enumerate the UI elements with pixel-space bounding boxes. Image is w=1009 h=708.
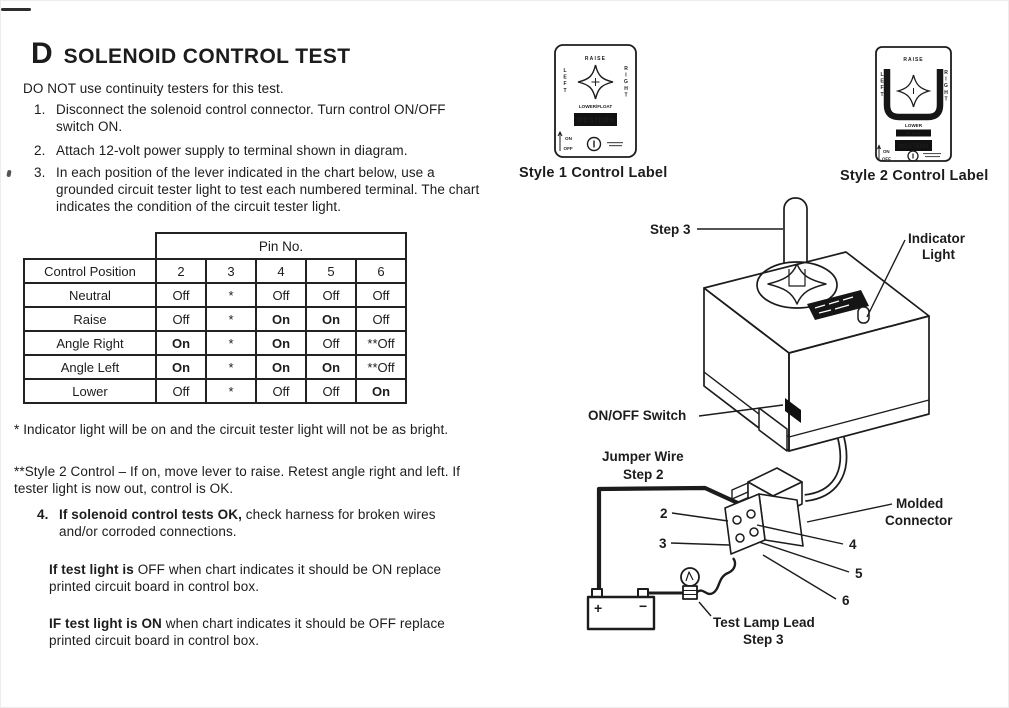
- box-base-seam: [704, 372, 929, 437]
- style2-control-label: [874, 45, 953, 163]
- footnote-indicator: * Indicator light will be on and the circuit tester light will not be as bright.: [14, 422, 449, 437]
- style2-label-drawing: [874, 45, 953, 163]
- step-2-text: Attach 12-volt power supply to terminal shown in diagram.: [56, 143, 408, 158]
- cable-outer: [805, 438, 843, 498]
- table-blank-cell: [24, 233, 156, 259]
- table-cell: On: [306, 307, 356, 331]
- pin-test-table: [23, 232, 407, 404]
- jumper-wire-label-line1: Jumper Wire: [602, 449, 684, 464]
- pin-no-header: Pin No.: [156, 233, 406, 259]
- lamp-base: [683, 586, 697, 599]
- table-cell: Off: [306, 283, 356, 307]
- lower-float-label: LOWER/FLOAT: [578, 104, 613, 109]
- table-row: [24, 331, 406, 355]
- connector-hole: [750, 528, 758, 536]
- column-header: 6: [356, 259, 406, 283]
- on-label: ON: [565, 136, 572, 141]
- connector-hole: [736, 534, 744, 542]
- paragraph-test-light-off: [49, 561, 479, 595]
- fine-print-line: [923, 153, 941, 154]
- star-center-cross-icon: [592, 78, 600, 86]
- right-label-vertical: RIGHT: [943, 70, 949, 103]
- step-3-number: 3.: [34, 165, 46, 180]
- switch-notch: [759, 408, 787, 451]
- column-header: 3: [206, 259, 256, 283]
- section-letter: D: [31, 37, 53, 70]
- molded-connector-label-line2: Connector: [885, 513, 953, 528]
- footnote-style2: **Style 2 Control – If on, move lever to raise. Retest angle right and left. If tester light is now out, control is OK.: [14, 464, 461, 496]
- onoff-switch: [785, 398, 801, 423]
- on-bold: IF test light is ON: [49, 616, 162, 631]
- step-4-bold: If solenoid control tests OK,: [59, 507, 242, 522]
- step-4-text: [59, 506, 461, 540]
- indicator-light-label-line1: Indicator: [908, 231, 966, 246]
- row-label: Angle Left: [24, 355, 156, 379]
- table-cell: On: [356, 379, 406, 403]
- test-lamp-label-line2: Step 3: [743, 632, 784, 647]
- step-4-rest: check harness for broken wires and/or corroded connections.: [59, 507, 436, 539]
- float-label: FLOAT: [906, 131, 921, 136]
- fine-print-line: [925, 156, 940, 157]
- step3-top-label: Step 3: [650, 222, 691, 237]
- right-label-vertical: RIGHT: [623, 66, 629, 99]
- leader-molded-connector: [807, 504, 892, 522]
- table-cell: Off: [356, 307, 406, 331]
- connector-block-right-face: [759, 494, 803, 546]
- pin-3-label: 3: [659, 536, 667, 551]
- column-header: 2: [156, 259, 206, 283]
- table-header-row: [24, 259, 406, 283]
- column-header: 5: [306, 259, 356, 283]
- style2-caption: Style 2 Control Label: [840, 168, 989, 184]
- test-lamp-lead-wire: [697, 558, 735, 594]
- column-header: 4: [256, 259, 306, 283]
- style1-caption: Style 1 Control Label: [519, 165, 668, 181]
- step-4-number: 4.: [37, 507, 49, 522]
- step-4: [37, 506, 461, 540]
- off-rest: OFF when chart indicates it should be ON replace printed circuit board in control box.: [49, 562, 442, 594]
- table-cell: Off: [156, 379, 206, 403]
- scan-artifact-dash: [1, 8, 31, 11]
- connector-pin: [732, 483, 748, 499]
- off-label: OFF: [563, 146, 573, 151]
- table-cell: Off: [306, 379, 356, 403]
- pin-5-label: 5: [855, 566, 863, 581]
- style1-control-label: [553, 43, 638, 159]
- table-cell: On: [256, 331, 306, 355]
- table-row: [24, 355, 406, 379]
- connector-hole: [747, 510, 755, 518]
- connector-hole: [733, 516, 741, 524]
- control-position-header: Control Position: [24, 259, 156, 283]
- table-cell: Off: [256, 283, 306, 307]
- step-1-text: Disconnect the solenoid control connector. Turn control ON/OFF switch ON.: [56, 102, 446, 134]
- fine-print-line: [607, 142, 623, 143]
- fine-print-line: [609, 145, 622, 146]
- page-title: SOLENOID CONTROL TEST: [63, 45, 351, 68]
- table-cell: On: [256, 355, 306, 379]
- off-bold: If test light is: [49, 562, 134, 577]
- raise-label: RAISE: [584, 56, 607, 62]
- battery-plus-label: +: [594, 600, 603, 616]
- step-2: [34, 142, 484, 159]
- table-cell: On: [156, 355, 206, 379]
- onoff-arrow-icon: [558, 132, 562, 151]
- table-cell: On: [156, 331, 206, 355]
- test-lamp-bulb: [681, 568, 699, 586]
- row-label: Neutral: [24, 283, 156, 307]
- table-cell: *: [206, 355, 256, 379]
- paragraph-test-light-on: [49, 615, 479, 649]
- solenoid-test-diagram: [541, 191, 1009, 669]
- table-cell: **Off: [356, 355, 406, 379]
- lower-label: LOWER: [904, 123, 923, 128]
- table-cell: Off: [306, 331, 356, 355]
- table-row: [24, 233, 406, 259]
- leader-pin-5: [759, 542, 849, 572]
- on-rest: when chart indicates it should be OFF replace printed circuit board in control box.: [49, 616, 445, 648]
- battery-minus-label: −: [639, 598, 648, 614]
- onoff-switch-label: ON/OFF Switch: [588, 408, 687, 423]
- style1-label-drawing: [553, 43, 638, 159]
- table-row: [24, 379, 406, 403]
- step-3: [34, 164, 484, 215]
- connector-block-front-face: [725, 494, 765, 554]
- table-cell: Off: [156, 307, 206, 331]
- test-lamp-label-line1: Test Lamp Lead: [713, 615, 815, 630]
- table-cell: *: [206, 379, 256, 403]
- indicator-light-label-line2: Light: [922, 247, 955, 262]
- raise-label: RAISE: [903, 57, 924, 63]
- table-cell: Off: [156, 283, 206, 307]
- intro-text: DO NOT use continuity testers for this test.: [23, 81, 284, 96]
- row-label: Lower: [24, 379, 156, 403]
- table-row: [24, 307, 406, 331]
- leader-pin-2: [672, 513, 728, 521]
- off-label: OFF: [882, 156, 891, 162]
- table-cell: **Off: [356, 331, 406, 355]
- jumper-wire-label-line2: Step 2: [623, 467, 664, 482]
- table-cell: On: [306, 355, 356, 379]
- left-label-vertical: LEFT: [562, 68, 568, 95]
- left-label-vertical: LEFT: [879, 72, 885, 99]
- pin-6-label: 6: [842, 593, 850, 608]
- western-logo-text: WESTERN: [898, 144, 929, 150]
- western-logo-text: WESTERN: [576, 117, 615, 125]
- table-cell: Off: [256, 379, 306, 403]
- table-cell: *: [206, 283, 256, 307]
- step-1: [34, 101, 484, 135]
- table-cell: *: [206, 331, 256, 355]
- step-2-number: 2.: [34, 143, 46, 158]
- on-label: ON: [883, 149, 890, 154]
- pin-4-label: 4: [849, 537, 857, 552]
- row-label: Raise: [24, 307, 156, 331]
- table-cell: *: [206, 307, 256, 331]
- table-cell: Off: [356, 283, 406, 307]
- step-3-text: In each position of the lever indicated in the chart below, use a grounded circuit tester light to test each numbered terminal. The chart indicates the condition of the circuit tester light.: [56, 165, 480, 214]
- scan-artifact-speck: [6, 170, 11, 178]
- step-1-number: 1.: [34, 102, 46, 117]
- table-row: [24, 283, 406, 307]
- row-label: Angle Right: [24, 331, 156, 355]
- title-block: [31, 37, 351, 71]
- table-cell: On: [256, 307, 306, 331]
- jumper-wire: [599, 488, 740, 591]
- pin-2-label: 2: [660, 506, 668, 521]
- leader-indicator-light: [867, 240, 905, 317]
- leader-pin-6: [763, 555, 836, 599]
- leader-pin-3: [671, 543, 729, 545]
- leader-test-lamp: [699, 602, 711, 616]
- molded-connector-label-line1: Molded: [896, 496, 944, 511]
